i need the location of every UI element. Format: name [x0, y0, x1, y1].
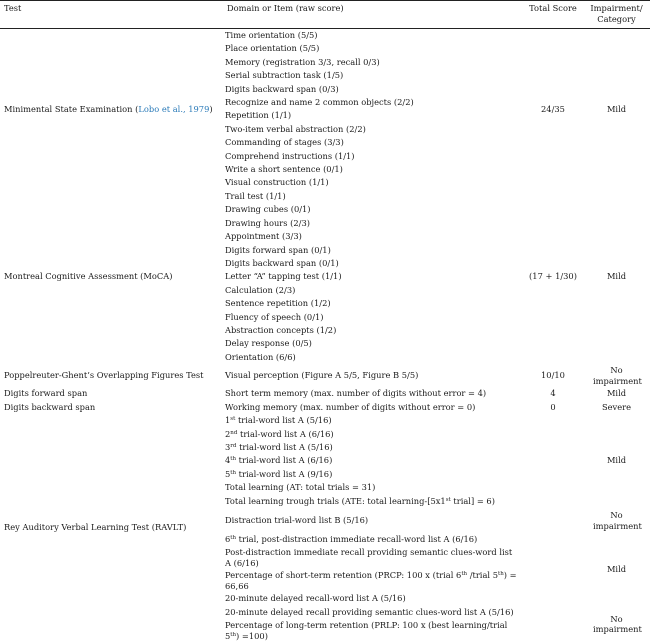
- total-score-ravlt-1: [523, 414, 583, 508]
- list-item: Percentage of short-term retention (PRCP: 100 x (trial 6th /trial 5th) = 66,66: [225, 570, 517, 591]
- list-item: Appointment (3/3): [225, 231, 302, 242]
- list-item: 6th trial, post-distraction immediate recall-word list A (6/16): [225, 534, 478, 544]
- list-item: Comprehend instructions (1/1): [225, 150, 355, 161]
- total-score-digits-backward: 0: [550, 401, 556, 412]
- test-name-mmse: Minimental State Examination (Lobo et al., 1979): [4, 103, 213, 114]
- table-row-digits-forward: [0, 387, 650, 401]
- list-item: Percentage of long-term retention (PRLP: 100 x (best learning/trial 5th) =100): [225, 620, 508, 641]
- impairment-digits-backward: Severe: [601, 401, 632, 412]
- impairment-ravlt-3: Mild: [606, 563, 627, 574]
- list-item: 4th trial-word list A (6/16): [225, 455, 333, 466]
- list-item: Delay response (0/5): [225, 338, 312, 349]
- list-item: Two-item verbal abstraction (2/2): [225, 123, 366, 134]
- test-name-ravlt: Rey Auditory Verbal Learning Test (RAVLT): [4, 522, 187, 533]
- total-score-digits-forward: 4: [550, 388, 556, 399]
- table-row-mmse: [0, 29, 650, 190]
- table-row-digits-backward: [0, 401, 650, 415]
- list-item: 20-minute delayed recall-word list A (5/16): [225, 593, 406, 604]
- list-item: Memory (registration 3/3, recall 0/3): [225, 56, 380, 67]
- list-item: Recognize and name 2 common objects (2/2): [225, 97, 414, 108]
- list-item: Repetition (1/1): [225, 110, 292, 121]
- list-item: Total learning trough trials (ATE: total learning-[5x1st trial] = 6): [225, 495, 495, 506]
- test-name-moca: Montreal Cognitive Assessment (MoCA): [4, 271, 173, 282]
- table-row-ravlt: [0, 414, 650, 508]
- domain-digits-forward: Short term memory (max. number of digits without error = 4): [225, 388, 487, 399]
- total-score-moca: (17 + 1/30): [529, 271, 577, 282]
- ravlt-long-term-items: [223, 606, 523, 642]
- test-name-poppelreuter: Poppelreuter-Ghent’s Overlapping Figures Test: [4, 369, 204, 380]
- test-name-digits-forward: Digits forward span: [4, 388, 88, 399]
- header-total-score: Total Score: [529, 3, 577, 13]
- list-item: Commanding of stages (3/3): [225, 137, 344, 148]
- list-item: 1st trial-word list A (5/16): [225, 415, 332, 426]
- ravlt-learning-items: [223, 414, 523, 508]
- impairment-moca: Mild: [606, 271, 627, 282]
- list-item: 5th trial-word list A (9/16): [225, 468, 333, 479]
- header-test: Test: [4, 3, 22, 13]
- list-item: Post-distraction immediate recall providing semantic clues-word list A (6/16): [225, 547, 513, 568]
- total-score-ravlt-4: [523, 606, 583, 642]
- total-score-poppelreuter: 10/10: [541, 369, 565, 380]
- table-row-poppelreuter: [0, 364, 650, 387]
- mmse-items: [223, 29, 523, 190]
- citation-link[interactable]: Lobo et al., 1979: [138, 103, 210, 114]
- list-item: Calculation (2/3): [225, 284, 296, 295]
- list-item: Letter “A” tapping test (1/1): [225, 271, 342, 282]
- impairment-mmse: Mild: [606, 103, 627, 114]
- list-item: Digits forward span (0/1): [225, 244, 331, 255]
- impairment-digits-forward: Mild: [606, 388, 627, 399]
- list-item: Orientation (6/6): [225, 351, 296, 362]
- moca-items: [223, 190, 523, 364]
- total-score-ravlt-2: [523, 508, 583, 533]
- header-domain: Domain or Item (raw score): [227, 3, 344, 13]
- list-item: Visual construction (1/1): [225, 177, 329, 188]
- total-score-mmse: 24/35: [541, 103, 565, 114]
- list-item: 2nd trial-word list A (6/16): [225, 428, 334, 439]
- list-item: Digits backward span (0/1): [225, 257, 339, 268]
- domain-digits-backward: Working memory (max. number of digits without error = 0): [225, 401, 476, 412]
- table-header-row: [0, 1, 650, 29]
- list-item: 20-minute delayed recall providing semantic clues-word list A (5/16): [225, 606, 514, 617]
- domain-poppelreuter: Visual perception (Figure A 5/5, Figure B 5/5): [225, 369, 419, 380]
- list-item: Sentence repetition (1/2): [225, 298, 331, 309]
- list-item: Distraction trial-word list B (5/16): [225, 514, 369, 525]
- impairment-ravlt-1: Mild: [606, 455, 627, 466]
- impairment-poppelreuter: No impairment: [593, 365, 642, 386]
- test-name-digits-backward: Digits backward span: [4, 401, 96, 412]
- table-row-moca: [0, 190, 650, 364]
- list-item: Time orientation (5/5): [225, 30, 318, 40]
- impairment-ravlt-2: No impairment: [593, 510, 642, 531]
- list-item: Serial subtraction task (1/5): [225, 70, 344, 81]
- list-item: Drawing cubes (0/1): [225, 204, 311, 215]
- list-item: Write a short sentence (0/1): [225, 164, 343, 175]
- list-item: Abstraction concepts (1/2): [225, 324, 337, 335]
- ravlt-short-term-items: [223, 533, 523, 606]
- list-item: Total learning (AT: total trials = 31): [225, 482, 376, 493]
- list-item: 3rd trial-word list A (5/16): [225, 441, 333, 452]
- list-item: Trail test (1/1): [225, 190, 286, 201]
- total-score-ravlt-3: [523, 533, 583, 606]
- ravlt-distraction: [223, 508, 523, 533]
- list-item: Fluency of speech (0/1): [225, 311, 324, 322]
- impairment-ravlt-4: No impairment: [593, 613, 642, 635]
- list-item: Place orientation (5/5): [225, 43, 320, 54]
- header-impairment: Impairment/ Category: [590, 3, 643, 24]
- list-item: Digits backward span (0/3): [225, 83, 339, 94]
- list-item: Drawing hours (2/3): [225, 217, 310, 228]
